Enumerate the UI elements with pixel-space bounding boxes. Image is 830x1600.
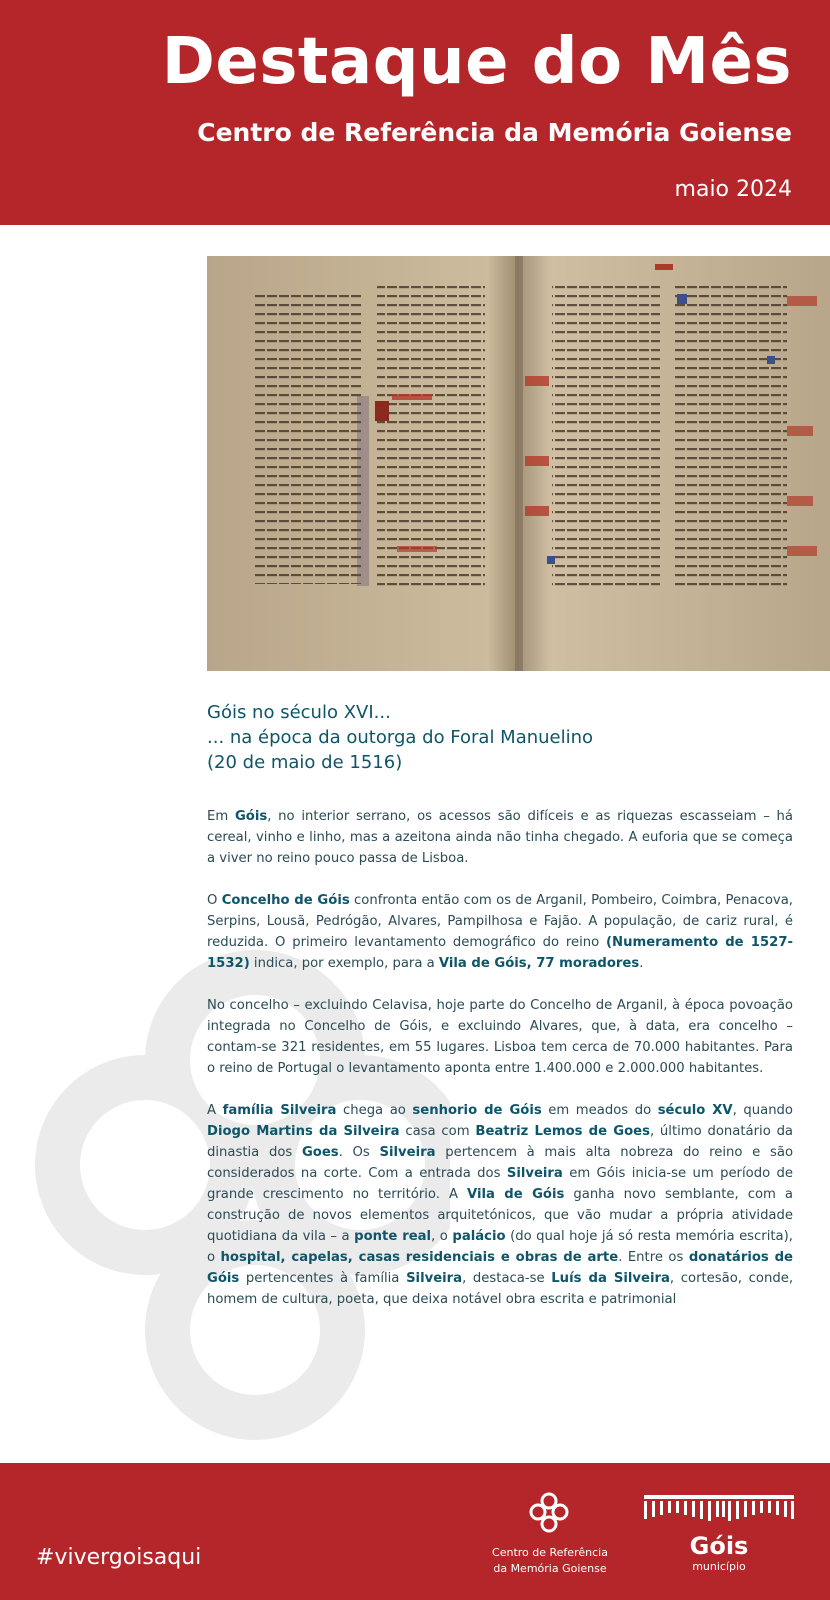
bold-text: Vila de Góis	[466, 1187, 565, 1202]
bold-text: Silveira	[379, 1145, 436, 1160]
page-subtitle: Centro de Referência da Memória Goiense	[197, 118, 792, 147]
text-run: , cortesão, conde, homem de cultura, poeta, que deixa notável obra escrita e patrimonial	[207, 1271, 794, 1307]
heading-line-1: Góis no século XVI...	[207, 702, 391, 723]
bold-text: ponte real	[354, 1229, 432, 1244]
text-run: , quando	[732, 1103, 793, 1118]
gois-logo-subtitle: município	[692, 1560, 746, 1573]
text-run: . Entre os	[618, 1250, 689, 1265]
issue-date: maio 2024	[674, 177, 792, 202]
bold-text: Silveira	[406, 1271, 463, 1286]
text-run: A	[207, 1103, 223, 1118]
text-run: O	[207, 893, 222, 908]
bold-text: Goes	[301, 1145, 339, 1160]
header-banner	[0, 0, 830, 225]
gois-logo-name: Góis	[689, 1532, 749, 1560]
bold-text: século XV	[657, 1103, 733, 1118]
body-paragraph	[207, 806, 793, 869]
body-paragraph	[207, 995, 793, 1079]
text-run: .	[639, 956, 644, 971]
heading-line-3: (20 de maio de 1516)	[207, 752, 403, 773]
text-run: Em	[207, 809, 235, 824]
crmg-line-2: da Memória Goiense	[493, 1562, 607, 1575]
bold-text: (Numeramento de 1527-1532)	[207, 935, 793, 971]
article-body	[207, 806, 793, 1331]
bold-text: senhorio de Góis	[412, 1103, 542, 1118]
text-run: indica, por exemplo, para a	[249, 956, 439, 971]
bold-text: Vila de Góis, 77 moradores	[438, 956, 640, 971]
bold-text: Góis	[234, 809, 268, 824]
page-title: Destaque do Mês	[161, 25, 792, 99]
crmg-logo-text	[480, 1545, 620, 1577]
heading-line-2: ... na época da outorga do Foral Manuelino	[207, 727, 594, 748]
article-heading	[207, 700, 797, 775]
body-paragraph	[207, 1100, 793, 1310]
bold-text: hospital, capelas, casas residenciais e obras de arte	[220, 1250, 619, 1265]
manuscript-photo	[207, 256, 830, 671]
text-run: pertencem à mais alta nobreza do reino e são considerados na corte. Com a entrada dos	[207, 1145, 794, 1181]
text-run: casa com	[399, 1124, 476, 1139]
text-run: ganha novo semblante, com a construção de novos elementos arquitetónicos, que vão mudar a própria atividade quotidiana da vila – a	[207, 1187, 793, 1244]
text-run: No concelho – excluindo Celavisa, hoje parte do Concelho de Arganil, à época povoação integrada no Concelho de Góis, e excluindo Alvares, que, à data, era concelho – contam-se 321 residentes, em 55 lugares. Lisboa tem cerca de 70.000 habitantes. Para o reino de Portugal o levantamento aponta entre 1.400.000 e 2.000.000 habitantes.	[207, 998, 793, 1076]
text-run: , o	[431, 1229, 453, 1244]
text-run: (do qual hoje já só resta memória escrita), o	[207, 1229, 793, 1265]
text-run: confronta então com os de Arganil, Pombeiro, Coimbra, Penacova, Serpins, Lousã, Pedrógão, Alvares, Pampilhosa e Fajão. A população, de cariz rural, é reduzida. O primeiro levantamento demográfico do reino	[207, 893, 793, 950]
crmg-line-1: Centro de Referência	[492, 1546, 608, 1559]
bold-text: Silveira	[506, 1166, 563, 1181]
hashtag: #vivergoisaqui	[36, 1545, 202, 1570]
bold-text: Concelho de Góis	[221, 893, 350, 908]
text-run: em meados do	[541, 1103, 658, 1118]
bold-text: Diogo Martins da Silveira	[207, 1124, 400, 1139]
bold-text: Luís da Silveira	[551, 1271, 670, 1286]
body-paragraph	[207, 890, 793, 974]
text-run: pertencentes à família	[239, 1271, 407, 1286]
text-run: chega ao	[336, 1103, 413, 1118]
crmg-flower-logo-icon	[527, 1491, 571, 1535]
gois-bridge-logo-icon	[644, 1491, 794, 1531]
footer-banner	[0, 1463, 830, 1600]
text-run: , último donatário da dinastia dos	[207, 1124, 794, 1160]
bold-text: família Silveira	[222, 1103, 337, 1118]
text-run: em Góis inicia-se um período de grande crescimento no território. A	[207, 1166, 793, 1202]
bold-text: Beatriz Lemos de Goes	[475, 1124, 650, 1139]
bold-text: donatários de Góis	[207, 1250, 793, 1286]
text-run: . Os	[338, 1145, 380, 1160]
text-run: , no interior serrano, os acessos são difíceis e as riquezas escasseiam – há cereal, vinho e linho, mas a azeitona ainda não tinha chegado. A euforia que se começa a viver no reino pouco passa de Lisboa.	[207, 809, 793, 866]
bold-text: palácio	[452, 1229, 506, 1244]
text-run: , destaca-se	[462, 1271, 552, 1286]
